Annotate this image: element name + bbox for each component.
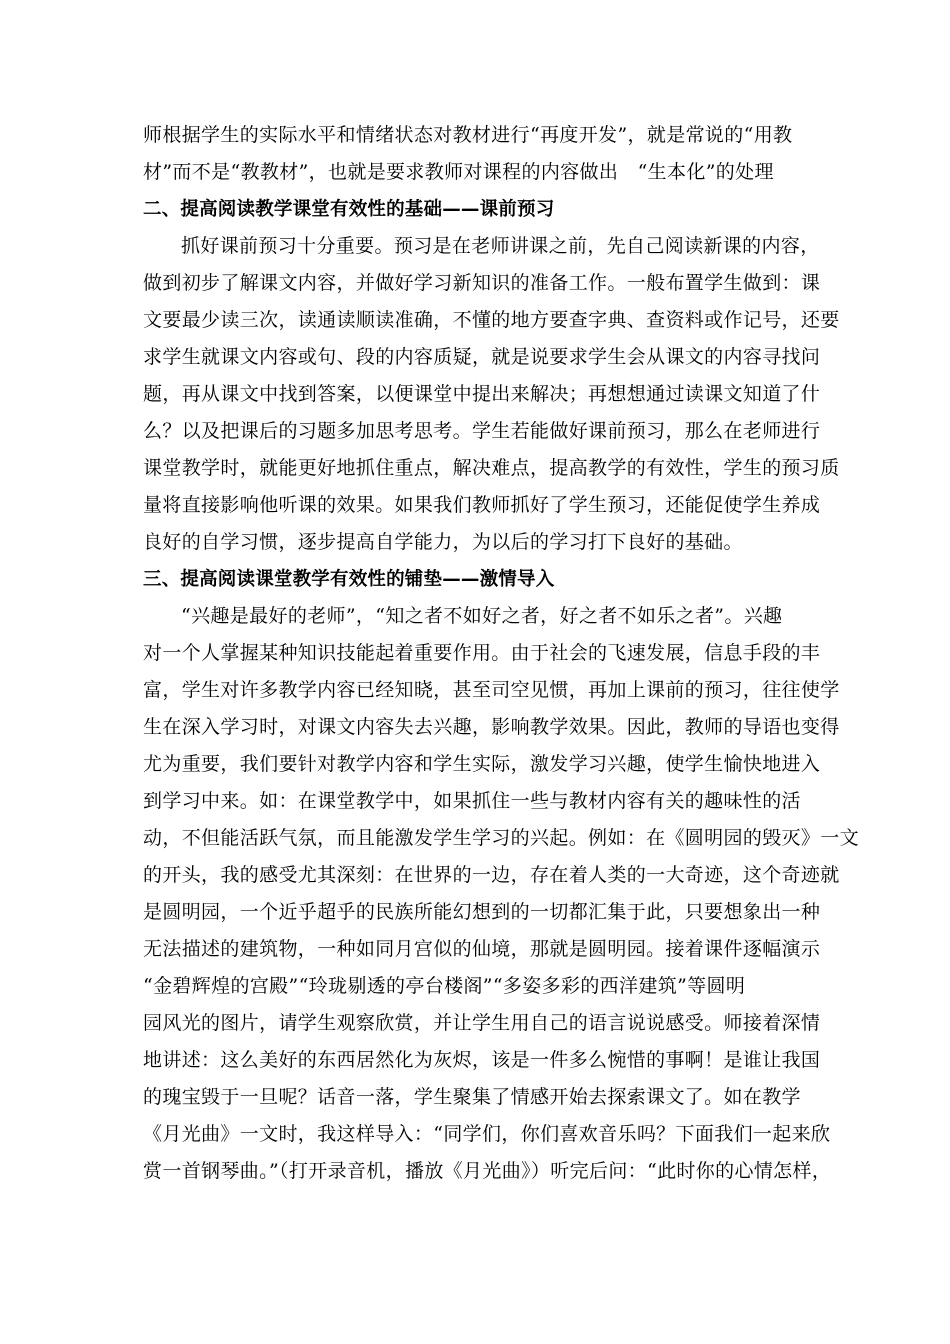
text-line: 量将直接影响他听课的效果。如果我们教师抓好了学生预习，还能促使学生养成 [143,494,821,516]
text-line: 无法描述的建筑物，一种如同月宫似的仙境，那就是圆明园。接着课件逐幅演示 [143,938,821,960]
document-page [143,117,859,1190]
text-line: 尤为重要，我们要针对教学内容和学生实际，激发学习兴趣，使学生愉快地进入 [143,753,821,775]
text-line: 的瑰宝毁于一旦呢？话音一落，学生聚集了情感开始去探索课文了。如在教学 [143,1086,801,1108]
text-line: 么？以及把课后的习题多加思考思考。学生若能做好课前预习，那么在老师进行 [143,420,821,442]
section-heading: 二、提高阅读教学课堂有效性的基础——课前预习 [143,199,555,220]
text-line: 抓好课前预习十分重要。预习是在老师讲课之前，先自己阅读新课的内容， [181,235,820,257]
text-line: “金碧辉煌的宫殿”“玲珑剔透的亭台楼阁”“多姿多彩的西洋建筑”等圆明 [143,975,746,997]
text-line: 题，再从课文中找到答案，以便课堂中提出来解决；再想想通过读课文知道了什 [143,383,821,405]
text-line: 是圆明园，一个近乎超乎的民族所能幻想到的一切都汇集于此，只要想象出一种 [143,901,821,923]
text-line: 富，学生对许多教学内容已经知晓，甚至司空见惯，再加上课前的预习，往往使学 [143,679,840,701]
text-line: 良好的自学习惯，逐步提高自学能力，为以后的学习打下良好的基础。 [143,531,743,553]
text-line: 材”而不是“教教材”，也就是要求教师对课程的内容做出 “生本化”的处理 [143,161,774,183]
text-line: 地讲述：这么美好的东西居然化为灰烬，该是一件多么惋惜的事啊！是谁让我国 [143,1049,821,1071]
text-line: 动，不但能活跃气氛，而且能激发学生学习的兴起。例如：在《圆明园的毁灭》一文 [143,827,859,849]
text-line: “兴趣是最好的老师”，“知之者不如好之者，好之者不如乐之者”。兴趣 [181,605,783,627]
text-line: 园风光的图片，请学生观察欣赏，并让学生用自己的语言说说感受。师接着深情 [143,1012,821,1034]
text-line: 文要最少读三次，读通读顺读准确，不懂的地方要查字典、查资料或作记号，还要 [143,309,840,331]
text-line: 课堂教学时，就能更好地抓住重点，解决难点，提高教学的有效性，学生的预习质 [143,457,840,479]
text-line: 求学生就课文内容或句、段的内容质疑，就是说要求学生会从课文的内容寻找问 [143,346,821,368]
text-line: 到学习中来。如：在课堂教学中，如果抓住一些与教材内容有关的趣味性的活 [143,790,801,812]
text-line: 师根据学生的实际水平和情绪状态对教材进行“再度开发”，就是常说的“用教 [143,124,793,146]
text-line: 对一个人掌握某种知识技能起着重要作用。由于社会的飞速发展，信息手段的丰 [143,642,821,664]
text-line: 做到初步了解课文内容，并做好学习新知识的准备工作。一般布置学生做到：课 [143,272,821,294]
section-heading: 三、提高阅读课堂教学有效性的铺垫——激情导入 [143,569,555,590]
text-line: 生在深入学习时，对课文内容失去兴趣，影响教学效果。因此，教师的导语也变得 [143,716,840,738]
text-line: 《月光曲》一文时，我这样导入：“同学们，你们喜欢音乐吗？下面我们一起来欣 [143,1123,831,1145]
text-line: 的开头，我的感受尤其深刻：在世界的一边，存在着人类的一大奇迹，这个奇迹就 [143,864,840,886]
text-line: 赏一首钢琴曲。”（打开录音机，播放《月光曲》）听完后问：“此时你的心情怎样， [143,1160,832,1182]
